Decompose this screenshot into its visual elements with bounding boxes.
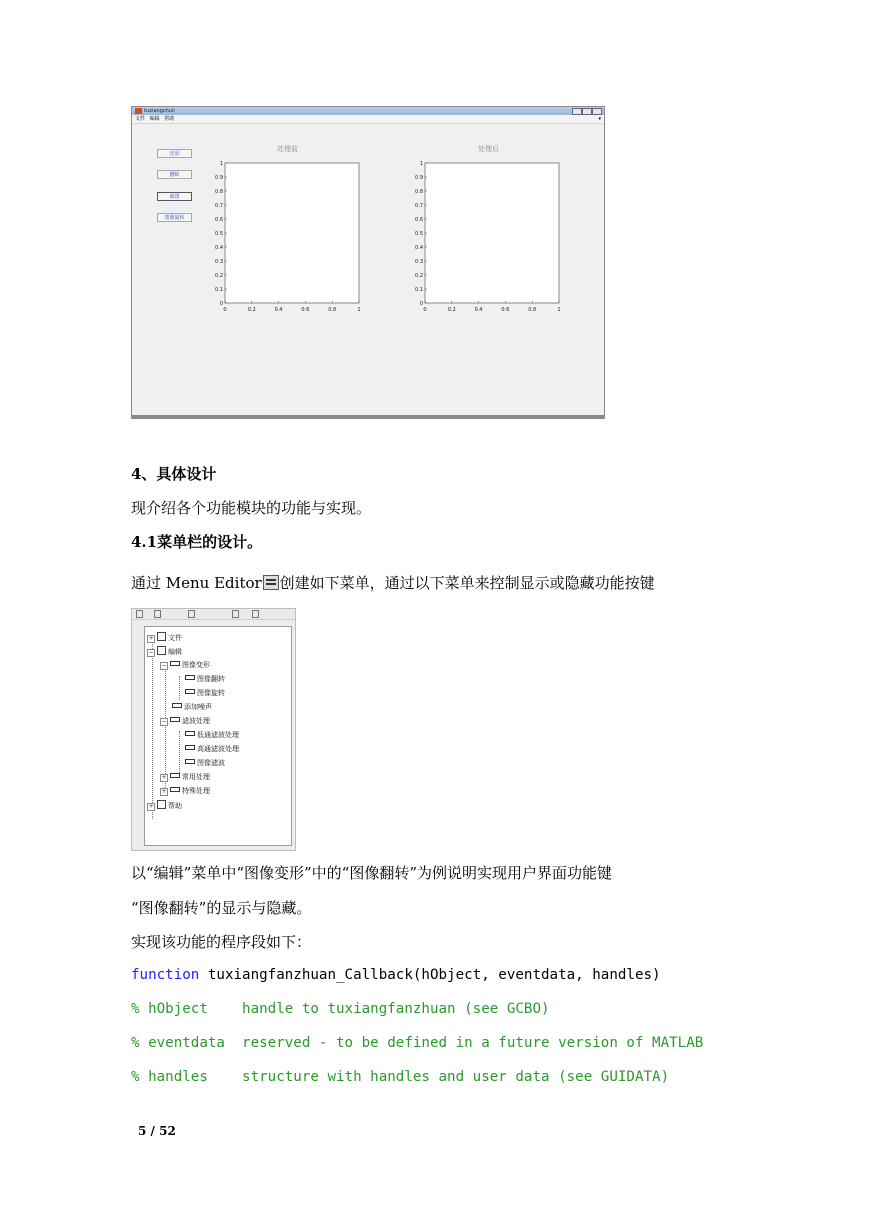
tree-connector <box>179 676 180 700</box>
restore-button[interactable]: 还原 <box>157 149 192 158</box>
tree-item[interactable]: + 帮助 <box>148 802 182 810</box>
tree-item[interactable] <box>185 730 239 740</box>
tree-item-label: 滤波处理 <box>182 717 210 725</box>
axes-before <box>207 157 367 317</box>
y-tick-label: 0.2 <box>415 272 423 279</box>
menu-editor-text-before: 通过 Menu Editor <box>131 574 262 592</box>
x-tick-label: 1 <box>557 307 561 313</box>
tree-item-label: 图像翻转 <box>197 675 225 683</box>
section-heading: 4、具体设计 <box>131 465 217 483</box>
figure-bottom-border <box>132 415 604 418</box>
y-tick-label: 0.3 <box>415 258 423 265</box>
paragraph-line: 实现该功能的程序段如下： <box>131 933 312 951</box>
code-comment: % handles structure with handles and user data (see GUIDATA) <box>131 1069 670 1085</box>
code-keyword: function <box>131 967 200 983</box>
code-line-signature <box>131 965 661 985</box>
tree-item[interactable] <box>185 758 225 768</box>
x-tick-label: 0.8 <box>528 307 537 313</box>
axes-after <box>407 157 567 317</box>
matlab-icon <box>135 108 142 114</box>
tree-item-label: 图像变形 <box>182 661 210 669</box>
tree-item-label: 高通滤波处理 <box>197 745 239 753</box>
delete-button[interactable]: 删除 <box>157 170 192 179</box>
x-tick-label: 0.8 <box>328 307 337 313</box>
section-intro: 现介绍各个功能模块的功能与实现。 <box>131 499 372 517</box>
tree-item[interactable] <box>185 744 239 754</box>
page-number: 5 / 52 <box>138 1124 176 1138</box>
axes-before-title: 处理前 <box>277 145 298 153</box>
y-tick-label: 0.2 <box>215 272 223 279</box>
matlab-figure-screenshot <box>131 106 605 419</box>
y-tick-label: 0 <box>219 300 223 307</box>
y-tick-label: 0.6 <box>415 216 423 223</box>
x-tick-label: 0 <box>223 307 227 313</box>
y-tick-label: 0.8 <box>415 188 423 195</box>
menu-editor-icon <box>263 575 279 590</box>
tree-item[interactable]: + 常用处理 <box>161 773 210 781</box>
menu-editor-toolbar <box>132 609 295 620</box>
y-tick-label: 0.1 <box>415 286 423 293</box>
tree-item-label: 图像旋转 <box>197 689 225 697</box>
move-down-icon[interactable] <box>232 610 239 618</box>
y-tick-label: 0.9 <box>215 174 223 181</box>
new-menu-icon[interactable] <box>136 610 143 618</box>
figure-title-bar <box>132 107 604 115</box>
chevron-down-icon[interactable]: ▾ <box>598 116 601 122</box>
y-tick-label: 0.4 <box>215 244 223 251</box>
subsection-heading: 4.1菜单栏的设计。 <box>131 533 263 551</box>
tree-item-label: 特殊处理 <box>182 787 210 795</box>
menu-help[interactable]: 帮助 <box>164 116 175 122</box>
tree-item-label: 帮助 <box>168 802 182 810</box>
tree-item-label: 文件 <box>168 634 182 642</box>
axes-after-title: 处理后 <box>478 145 499 153</box>
figure-window-title: tuxiangchuli <box>144 108 175 114</box>
x-tick-label: 1 <box>357 307 361 313</box>
plot-area <box>425 163 559 303</box>
y-tick-label: 0.1 <box>215 286 223 293</box>
tree-connector <box>152 635 153 819</box>
y-tick-label: 0.7 <box>215 202 223 209</box>
code-signature: tuxiangfanzhuan_Callback(hObject, eventdata, handles) <box>199 967 661 983</box>
menu-tree <box>144 626 292 846</box>
tree-item-label: 低通滤波处理 <box>197 731 239 739</box>
maximize-icon[interactable] <box>582 108 592 115</box>
y-tick-label: 0.4 <box>415 244 423 251</box>
y-tick-label: 0.9 <box>415 174 423 181</box>
tree-item-label: 编辑 <box>168 648 182 656</box>
paragraph-line: 以“编辑”菜单中“图像变形”中的“图像翻转”为例说明实现用户界面功能键 <box>131 864 613 882</box>
tree-item[interactable] <box>185 674 225 684</box>
figure-menubar <box>132 115 604 124</box>
y-tick-label: 0.7 <box>415 202 423 209</box>
x-tick-label: 0.2 <box>247 307 256 313</box>
y-tick-label: 0 <box>419 300 423 307</box>
x-tick-label: 0.2 <box>447 307 456 313</box>
y-tick-label: 0.5 <box>415 230 423 237</box>
tree-item-label: 添加噪声 <box>184 703 212 711</box>
tree-connector <box>179 731 180 773</box>
new-item-icon[interactable] <box>154 610 161 618</box>
y-tick-label: 0.6 <box>215 216 223 223</box>
rotate-image-button[interactable]: 图像旋转 <box>157 213 192 222</box>
y-tick-label: 1 <box>419 160 423 167</box>
menu-editor-sentence <box>131 573 655 593</box>
tree-item[interactable] <box>185 688 225 698</box>
x-tick-label: 0.6 <box>301 307 310 313</box>
tree-item[interactable]: − 图像变形 <box>161 661 210 669</box>
y-tick-label: 0.5 <box>215 230 223 237</box>
tree-item-label: 图像滤波 <box>197 759 225 767</box>
tree-item[interactable]: + 特殊处理 <box>161 787 210 795</box>
plot-area <box>225 163 359 303</box>
screenshot-button[interactable]: 截图 <box>157 192 192 201</box>
minimize-icon[interactable] <box>572 108 582 115</box>
y-tick-label: 0.8 <box>215 188 223 195</box>
paragraph-line: “图像翻转”的显示与隐藏。 <box>131 899 312 917</box>
menu-editor-screenshot <box>131 608 296 851</box>
tree-item-label: 常用处理 <box>182 773 210 781</box>
x-tick-label: 0.6 <box>501 307 510 313</box>
move-left-icon[interactable] <box>188 610 195 618</box>
x-tick-label: 0 <box>423 307 427 313</box>
code-comment: % hObject handle to tuxiangfanzhuan (see GCBO) <box>131 1001 550 1017</box>
code-comment: % eventdata reserved - to be defined in a future version of MATLAB <box>131 1035 704 1051</box>
tree-item[interactable] <box>172 702 212 712</box>
y-tick-label: 0.3 <box>215 258 223 265</box>
tree-item[interactable]: − 滤波处理 <box>161 717 210 725</box>
tree-item[interactable]: + 文件 <box>148 634 182 642</box>
close-icon[interactable] <box>592 108 602 115</box>
x-tick-label: 0.4 <box>274 307 283 313</box>
menu-editor-text-after: 创建如下菜单，通过以下菜单来控制显示或隐藏功能按键 <box>279 574 655 592</box>
delete-item-icon[interactable] <box>252 610 259 618</box>
menu-file[interactable]: 文件 <box>135 116 146 122</box>
y-tick-label: 1 <box>219 160 223 167</box>
menu-edit[interactable]: 编辑 <box>149 116 160 122</box>
tree-item[interactable]: − 编辑 <box>148 648 182 656</box>
x-tick-label: 0.4 <box>474 307 483 313</box>
